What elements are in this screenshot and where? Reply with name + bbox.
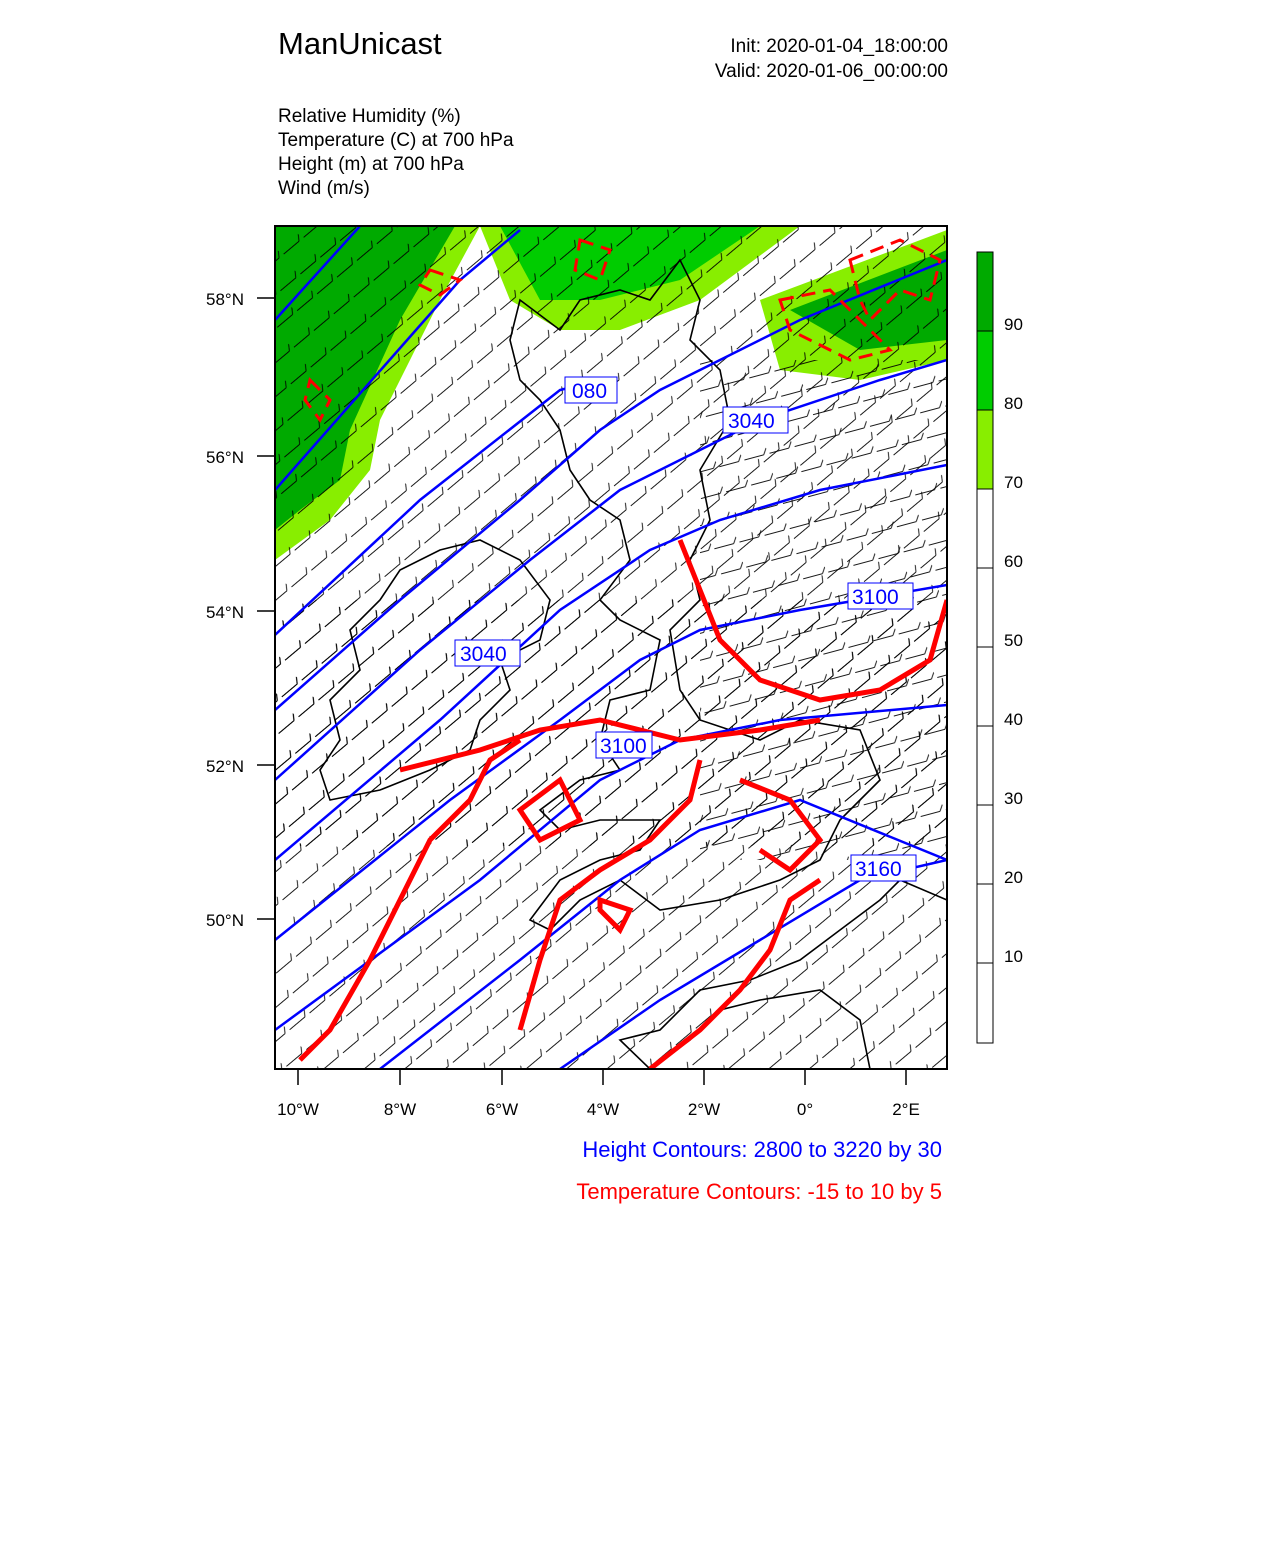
lat-label: 56°N xyxy=(206,448,244,467)
variable-wind: Wind (m/s) xyxy=(278,178,370,199)
lat-label: 58°N xyxy=(206,290,244,309)
lon-label: 4°W xyxy=(586,1100,620,1119)
valid-time: Valid: 2020-01-06_00:00:00 xyxy=(714,61,948,82)
map-panel xyxy=(275,226,947,1069)
lon-label: 10°W xyxy=(277,1100,319,1119)
colorbar-label: 50 xyxy=(1004,631,1023,650)
lon-label: 2°W xyxy=(687,1100,721,1119)
height-label-3160: 3160 xyxy=(855,858,902,881)
colorbar-label: 90 xyxy=(1004,315,1023,334)
lon-label: 0° xyxy=(796,1100,814,1119)
colorbar-label: 70 xyxy=(1004,473,1023,492)
variable-height: Height (m) at 700 hPa xyxy=(278,154,464,175)
init-time: Init: 2020-01-04_18:00:00 xyxy=(730,36,948,57)
height-label-3100-partial: 3100 xyxy=(600,735,647,758)
colorbar-label: 20 xyxy=(1004,868,1023,887)
lon-label: 2°E xyxy=(892,1100,920,1119)
height-label-3040-sw: 3040 xyxy=(460,643,507,666)
lat-label: 52°N xyxy=(206,757,244,776)
height-label-3040-ne: 3040 xyxy=(728,410,775,433)
colorbar-label: 10 xyxy=(1004,947,1023,966)
colorbar xyxy=(977,252,993,1043)
lat-ticks xyxy=(257,298,275,919)
temperature-contours-caption: Temperature Contours: -15 to 10 by 5 xyxy=(576,1179,942,1204)
height-label-3100: 3100 xyxy=(852,586,899,609)
variable-rh: Relative Humidity (%) xyxy=(278,106,461,127)
lon-ticks xyxy=(298,1069,906,1085)
model-title: ManUnicast xyxy=(278,26,442,61)
lon-label: 6°W xyxy=(485,1100,519,1119)
height-contours-caption: Height Contours: 2800 to 3220 by 30 xyxy=(582,1137,942,1162)
colorbar-label: 60 xyxy=(1004,552,1023,571)
lat-label: 50°N xyxy=(206,911,244,930)
lon-label: 8°W xyxy=(383,1100,417,1119)
lat-label: 54°N xyxy=(206,603,244,622)
variable-temperature: Temperature (C) at 700 hPa xyxy=(278,130,514,151)
colorbar-label: 40 xyxy=(1004,710,1023,729)
height-label-3080-partial: 080 xyxy=(572,380,608,403)
colorbar-label: 80 xyxy=(1004,394,1023,413)
colorbar-label: 30 xyxy=(1004,789,1023,808)
